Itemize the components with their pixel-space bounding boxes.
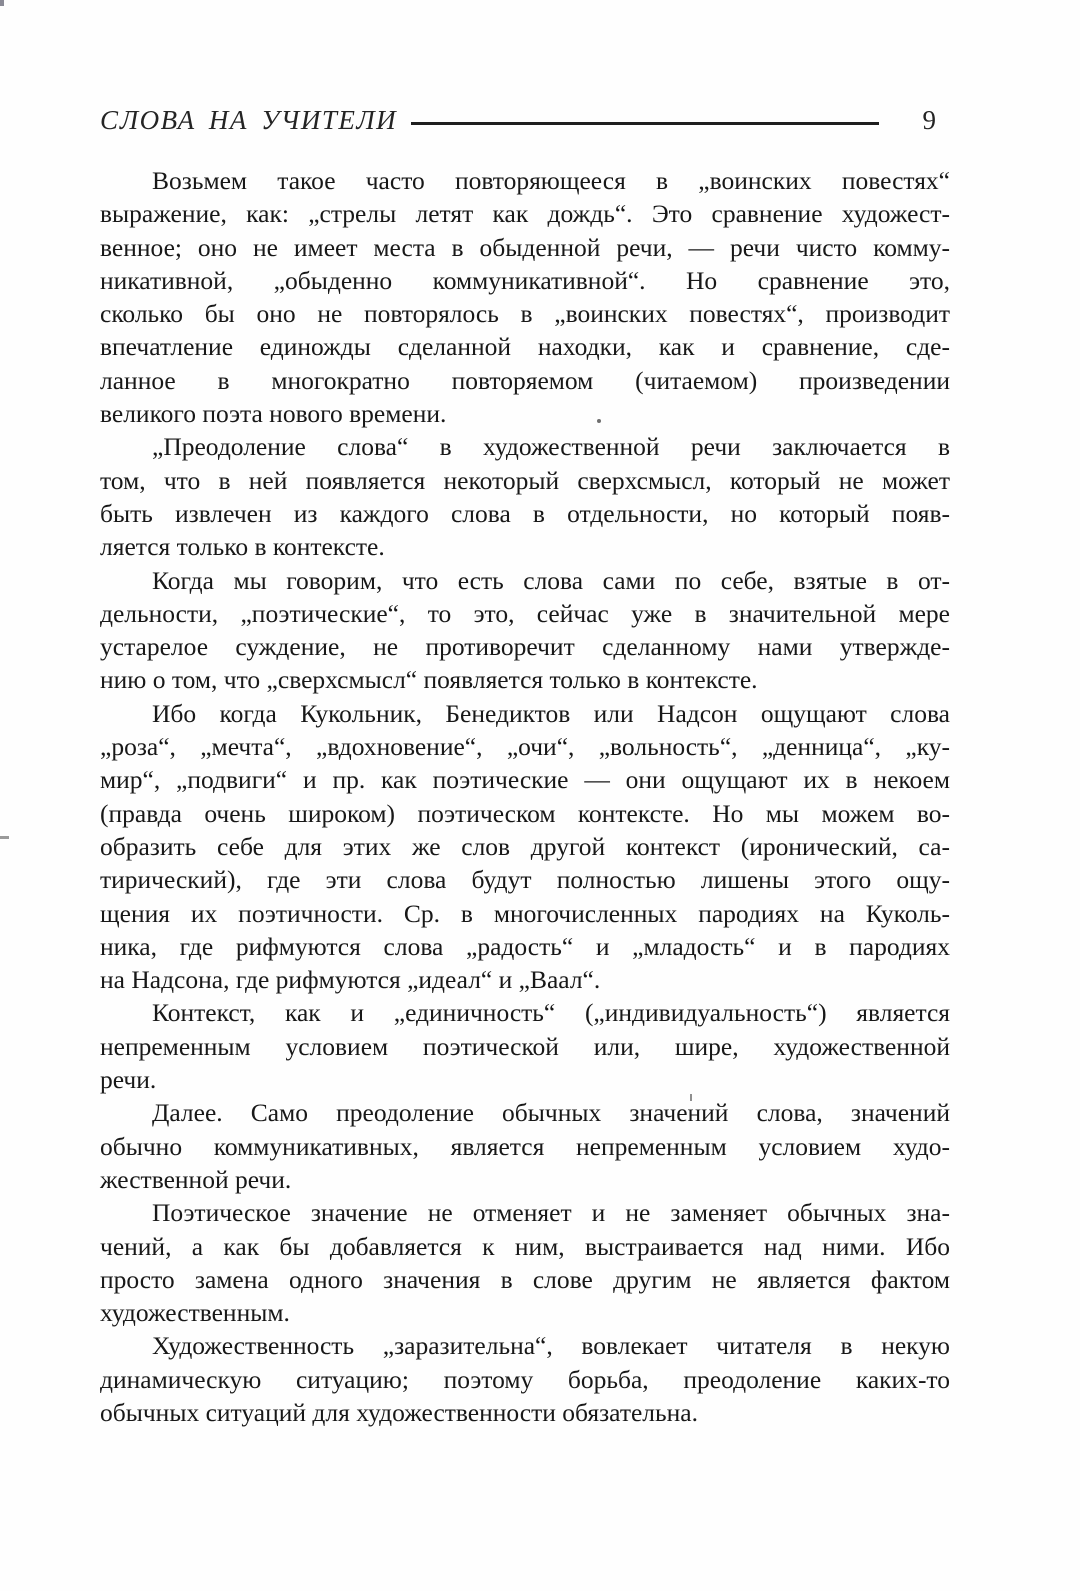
text-line: никативной, „обыденно коммуникативной“. Но сравнение это,	[100, 265, 950, 295]
paragraph	[100, 1329, 950, 1429]
text-line: великого поэта нового времени.	[100, 399, 447, 429]
scan-speck-top-left	[0, 0, 4, 6]
text-line: устарелое суждение, не противоречит сделанному нами утвержде-	[100, 632, 950, 662]
text-line: Ибо когда Кукольник, Бенедиктов или Надсон ощущают слова	[152, 698, 950, 728]
text-line: художественным.	[100, 1298, 290, 1328]
text-line: нию о том, что „сверхсмысл“ появляется только в контексте.	[100, 665, 758, 695]
text-line: обычно коммуникативных, является непременным условием худо-	[100, 1131, 950, 1161]
text-line: на Надсона, где рифмуются „идеал“ и „Ваал“.	[100, 965, 601, 995]
text-line: венное; оно не имеет места в обыденной речи, — речи чисто комму-	[100, 232, 950, 262]
text-line: ника, где рифмуются слова „радость“ и „младость“ и в пародиях	[100, 931, 950, 961]
page-number: 9	[922, 104, 936, 135]
text-line: Художественность „заразительна“, вовлекает читателя в некую	[152, 1331, 950, 1361]
text-line: Далее. Само преодоление обычных значений слова, значений	[152, 1098, 950, 1128]
text-line: динамическую ситуацию; поэтому борьба, преодоление каких-то	[100, 1364, 950, 1394]
text-line: дельности, „поэтические“, то это, сейчас уже в значительной мере	[100, 598, 950, 628]
header-rule	[411, 122, 878, 125]
running-head	[100, 103, 950, 137]
page-body	[100, 164, 950, 1429]
scan-dash-left-edge	[0, 836, 9, 839]
paragraph	[100, 164, 950, 430]
text-line: непременным условием поэтической или, шире, художественной	[100, 1031, 950, 1061]
text-line: ланное в многократно повторяемом (читаемом) произведении	[100, 365, 950, 395]
text-line: Возьмем такое часто повторяющееся в „воинских повестях“	[152, 166, 950, 195]
text-line: жественной речи.	[100, 1164, 292, 1194]
text-line: щения их поэтичности. Ср. в многочисленных пародиях на Куколь-	[100, 898, 950, 928]
text-line: чений, а как бы добавляется к ним, выстраивается над ними. Ибо	[100, 1231, 950, 1261]
text-line: обычных ситуаций для художественности обязательна.	[100, 1397, 698, 1427]
page-title: СЛОВА НА УЧИТЕЛИ	[100, 104, 398, 135]
text-line: просто замена одного значения в слове другим не является фактом	[100, 1264, 950, 1294]
text-line: мир“, „подвиги“ и пр. как поэтические — они ощущают их в некоем	[100, 765, 950, 795]
text-line: том, что в ней появляется некоторый сверхсмысл, который не может	[100, 465, 950, 495]
paragraph	[100, 1196, 950, 1329]
text-line: речи.	[100, 1065, 157, 1095]
text-line: „Преодоление слова“ в художественной речи заключается в	[152, 432, 950, 462]
text-line: Поэтическое значение не отменяет и не заменяет обычных зна-	[152, 1198, 950, 1228]
text-line: тирический), где эти слова будут полностью лишены этого ощу-	[100, 865, 950, 895]
text-line: ляется только в контексте.	[100, 532, 385, 562]
text-line: Когда мы говорим, что есть слова сами по себе, взятые в от-	[152, 565, 950, 595]
paragraph	[100, 996, 950, 1096]
paragraph	[100, 697, 950, 997]
text-line: „роза“, „мечта“, „вдохновение“, „очи“, „вольность“, „денница“, „ку-	[100, 732, 950, 762]
text-line: быть извлечен из каждого слова в отдельности, но который появ-	[100, 498, 950, 528]
text-line: выражение, как: „стрелы летят как дождь“. Это сравнение художест-	[100, 199, 950, 229]
text-line: Контекст, как и „единичность“ („индивидуальность“) является	[152, 998, 950, 1028]
text-line: сколько бы оно не повторялось в „воинских повестях“, производит	[100, 299, 950, 329]
paragraph	[100, 1096, 950, 1196]
text-line: образить себе для этих же слов другой контекст (иронический, са-	[100, 831, 950, 861]
text-line: (правда очень широком) поэтическом контексте. Но мы можем во-	[100, 798, 950, 828]
page-content	[100, 103, 950, 1429]
paragraph	[100, 430, 950, 563]
text-line: впечатление единожды сделанной находки, как и сравнение, сде-	[100, 332, 950, 362]
paragraph	[100, 564, 950, 697]
